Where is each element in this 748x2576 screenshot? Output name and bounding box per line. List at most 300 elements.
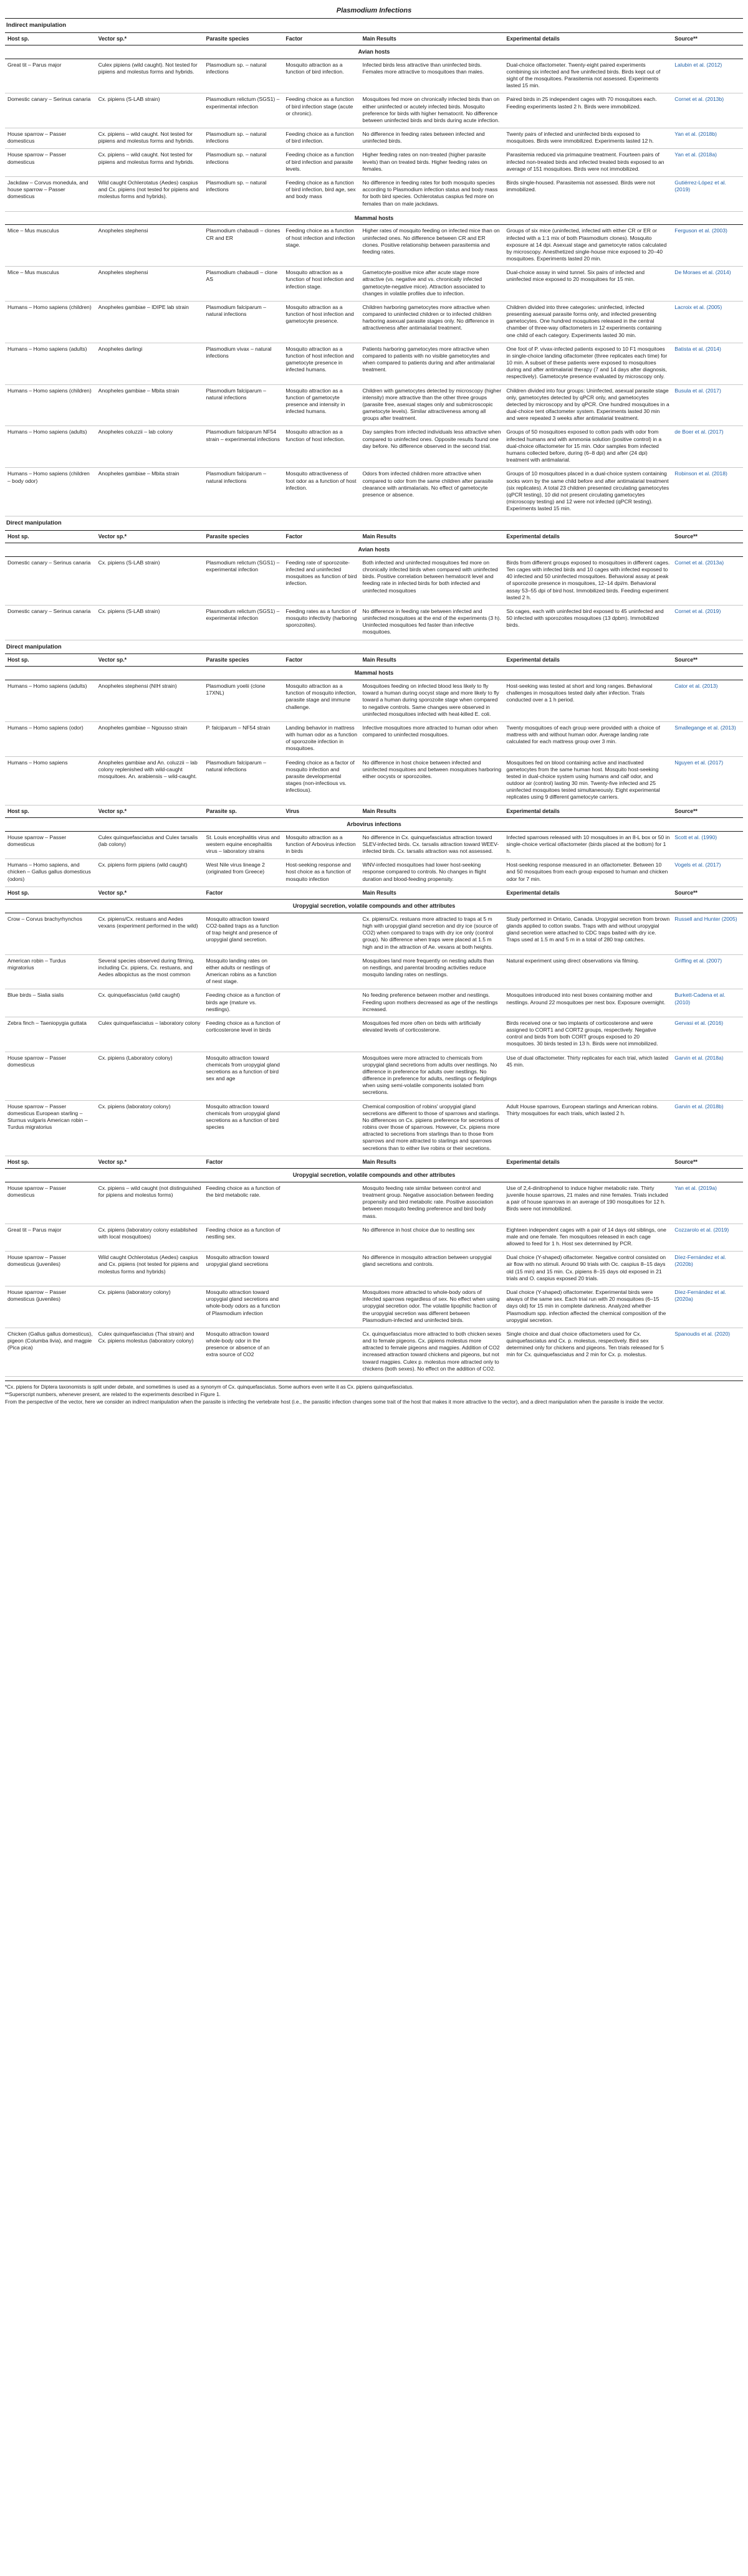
column-header: Vector sp.*: [96, 887, 204, 900]
table-cell: Single choice and dual choice olfactometers used for Cx. quinquefasciatus and Cx. p. molestus, respectively. Bird sex determined only for chickens and pigeons. Ten trials released for 5 min for Cx. quinquefasciatus and 2 min for Cx. p. molestus.: [504, 1328, 672, 1376]
section-title: Direct manipulation: [5, 516, 743, 530]
table-cell: Feeding choice as a function of bird infection.: [283, 128, 360, 149]
table-cell: Crow – Corvus brachyrhynchos: [5, 913, 96, 954]
table-row: [5, 426, 743, 468]
table-cell: Plasmodium sp. – natural infections: [203, 128, 283, 149]
group-title: Avian hosts: [5, 45, 743, 59]
table-cell: Mosquitoes introduced into nest boxes containing mother and nestlings. Around 22 mosquitoes per nest box. Exposure overnight.: [504, 989, 672, 1017]
table-cell: American robin – Turdus migratorius: [5, 954, 96, 989]
source-link[interactable]: Robinson et al. (2018): [672, 468, 743, 516]
table-row: [5, 721, 743, 756]
table-cell: Mosquito attraction toward chemicals from uropygial gland secretions as a function of bird species: [203, 1100, 283, 1156]
table-cell: House sparrow – Passer domesticus: [5, 1182, 96, 1224]
table-cell: Dual-choice assay in wind tunnel. Six pairs of infected and uninfected mice exposed to 20 mosquitoes for 15 min.: [504, 267, 672, 302]
column-header: Main Results: [360, 1156, 504, 1169]
table-cell: Both infected and uninfected mosquitoes fed more on chronically infected birds when compared with uninfected birds. Positive correlation between hematocrit level and feeding rate in infected birds for both infected and uninfected mosquitoes: [360, 556, 504, 605]
table-cell: Feeding choice as a function of host infection and infection stage.: [283, 225, 360, 267]
table-cell: Humans – Homo sapiens: [5, 756, 96, 805]
table-cell: Cx. pipiens (laboratory colony): [96, 1100, 204, 1156]
table-cell: Anopheles stephensi (NIH strain): [96, 680, 204, 722]
table-cell: Dual choice (Y-shaped) olfactometer. Negative control consisted on air flow with no stimuli. Around 90 trials with Oc. caspius 8–15 days old (15 min) and 15 min. Cx. pipiens 8–15 days old exposed in 21 trials and O. caspius exposed 20 trials.: [504, 1252, 672, 1286]
table-cell: Anopheles gambiae – Mbita strain: [96, 384, 204, 426]
column-header: Main Results: [360, 531, 504, 543]
table-cell: Host-seeking was tested at short and long ranges. Behavioral challenges in mosquitoes tested daily after infection. Trials conducted over a 1 h period.: [504, 680, 672, 722]
table-row: [5, 343, 743, 384]
column-header: Vector sp.*: [96, 806, 204, 818]
column-header: Host sp.: [5, 806, 96, 818]
column-header: Parasite sp.: [203, 806, 283, 818]
table-row: [5, 1328, 743, 1376]
table-cell: Anopheles coluzzii – lab colony: [96, 426, 204, 468]
table-cell: Plasmodium falciparum – natural infections: [203, 756, 283, 805]
footnote: *Cx. pipiens for Diptera taxonomists is split under debate, and sometimes is used as a synonym of Cx. quinquefasciatus. Some authors even write it as Cx. pipiens quinquefasciatus.: [5, 1384, 414, 1390]
table-cell: Mice – Mus musculus: [5, 225, 96, 267]
table-cell: Cx. pipiens (laboratory colony established with local mosquitoes): [96, 1224, 204, 1252]
table-cell: [283, 1252, 360, 1286]
column-header: Host sp.: [5, 33, 96, 45]
column-header: Experimental details: [504, 887, 672, 900]
table-cell: Plasmodium sp. – natural infections: [203, 176, 283, 211]
header-row: [5, 887, 743, 900]
table-row: [5, 128, 743, 149]
table-cell: Dual choice (Y-shaped) olfactometer. Experimental birds were always of the same sex. Each trial run with 20 mosquitoes (6–15 days old) for 15 min in complete darkness. Analyzed whether Plasmodium spp. infection affected the chemical composition of the uropygial secretion.: [504, 1286, 672, 1328]
table-cell: No difference in mosquito attraction between uropygial gland secretions and controls.: [360, 1252, 504, 1286]
table-cell: Gametocyte-positive mice after acute stage more attractive (vs. negative and vs. chronically infected gametocyte-negative mice). Attraction associated to changes in volatile profiles due to infection.: [360, 267, 504, 302]
column-header: Vector sp.*: [96, 1156, 204, 1169]
table-cell: Paired birds in 25 independent cages with 70 mosquitoes each. Feeding experiments lasted 2 h. Birds were immobilized.: [504, 93, 672, 128]
table-cell: Feeding rates as a function of mosquito infectivity (harboring sporozoites).: [283, 605, 360, 640]
table-cell: Infective mosquitoes more attracted to human odor when compared to uninfected mosquitoes.: [360, 721, 504, 756]
table-cell: Mosquito attraction as a function of Arbovirus infection in birds: [283, 831, 360, 859]
column-header: Factor: [203, 887, 283, 900]
source-link[interactable]: Lalubin et al. (2012): [672, 59, 743, 93]
column-header: Experimental details: [504, 654, 672, 667]
source-link[interactable]: Yan et al. (2018a): [672, 149, 743, 177]
table-cell: House sparrow – Passer domesticus (juveniles): [5, 1286, 96, 1328]
table-cell: Mosquitoes fed on blood containing active and inactivated gametocytes from the same human host. Mosquito host-seeking tested in dual-choice system using humans and calf odor, and outdoor air (control) lasting 30 min. Twenty-five infected and 25 uninfected mosquitoes tested simultaneously. Eight experimental replicates using 9 different gametocyte carriers.: [504, 756, 672, 805]
table-cell: Mosquito attraction toward uropygial gland secretions and whole-body odors as a function of Plasmodium infection: [203, 1286, 283, 1328]
source-link[interactable]: De Moraes et al. (2014): [672, 267, 743, 302]
table-cell: Mosquito attraction as a function of bird infection.: [283, 59, 360, 93]
column-header: Factor: [283, 33, 360, 45]
group-title: Uropygial secretion, volatile compounds and other attributes: [5, 1169, 743, 1182]
table-cell: Feeding choice as a function of nestling sex.: [203, 1224, 283, 1252]
table-cell: Higher rates of mosquito feeding on infected mice than on uninfected ones. No difference between CR and ER clones. Positive relationship between parasitemia and feeding rates.: [360, 225, 504, 267]
source-link[interactable]: Cozzarolo et al. (2019): [672, 1224, 743, 1252]
table-cell: Plasmodium yoelii (clone 17XNL): [203, 680, 283, 722]
table-row: [5, 605, 743, 640]
table-cell: [283, 1182, 360, 1224]
table-cell: Cx. pipiens – wild caught. Not tested for pipiens and molestus forms and hybrids.: [96, 128, 204, 149]
table-cell: Cx. quinquefasciatus (wild caught): [96, 989, 204, 1017]
table-row: [5, 1182, 743, 1224]
table-cell: No difference in feeding rates for both mosquito species according to Plasmodium infection status and body mass for both bird species. Ochlerotatus caspius fed more on females than on male jackdaws.: [360, 176, 504, 211]
table-cell: Six cages, each with uninfected bird exposed to 45 uninfected and 50 infected with sporozoites mosquitoes (13 dpbm). Immobilized birds.: [504, 605, 672, 640]
table-cell: No difference in feeding rates between infected and uninfected birds.: [360, 128, 504, 149]
source-link[interactable]: Spanoudis et al. (2020): [672, 1328, 743, 1376]
table-cell: Cx. quinquefasciatus more attracted to both chicken sexes and to female pigeons. Cx. pipiens molestus more attracted to female pigeons and magpies. Addition of CO2 increased attraction toward chickens and pigeons, but not toward magpies. Culex p. molestus more attracted only to chickens (both sexes). No effect on the addition of CO2.: [360, 1328, 504, 1376]
column-header: [283, 1156, 360, 1169]
column-header: Parasite species: [203, 654, 283, 667]
table-cell: House sparrow – Passer domesticus: [5, 128, 96, 149]
table-cell: P. falciparum – NF54 strain: [203, 721, 283, 756]
table-cell: House sparrow – Passer domesticus: [5, 831, 96, 859]
column-header: Source**: [672, 531, 743, 543]
table-row: [5, 59, 743, 93]
section-title: Direct manipulation: [5, 640, 743, 654]
data-table: [5, 33, 743, 517]
table-cell: Domestic canary – Serinus canaria: [5, 556, 96, 605]
column-header: Virus: [283, 806, 360, 818]
table-cell: Feeding choice as a function of bird infection, bird age, sex and body mass: [283, 176, 360, 211]
table-cell: [283, 1286, 360, 1328]
table-cell: Mosquitoes land more frequently on nesting adults than on nestlings, and parental brooding activities reduce mosquito landing rates on nestlings.: [360, 954, 504, 989]
table-cell: Humans – Homo sapiens (adults): [5, 426, 96, 468]
table-cell: Chemical composition of robins' uropygial gland secretions are different to those of sparrows and starlings. No differences on Cx. pipiens preference for secretions of robins over those of sparrows. However, Cx. pipiens more attracted to secretions from starlings than to those from sparrows and more attracted to starlings and sparrows secretions than to either live robins or their secretions.: [360, 1100, 504, 1156]
column-header: Parasite species: [203, 33, 283, 45]
source-link[interactable]: Yan et al. (2019a): [672, 1182, 743, 1224]
table-cell: Great tit – Parus major: [5, 59, 96, 93]
table-cell: House sparrow – Passer domesticus European starling – Sturnus vulgaris American robin – Turdus migratorius: [5, 1100, 96, 1156]
column-header: Factor: [283, 654, 360, 667]
column-header: Source**: [672, 654, 743, 667]
table-cell: Anopheles stephensi: [96, 267, 204, 302]
table-cell: Mice – Mus musculus: [5, 267, 96, 302]
source-link[interactable]: Scott et al. (1990): [672, 831, 743, 859]
table-cell: Twenty mosquitoes of each group were provided with a choice of mattress with and without human odor. Average landing rate calculated for each mattress group over 3 min.: [504, 721, 672, 756]
table-row: [5, 1100, 743, 1156]
table-cell: Jackdaw – Corvus monedula, and house sparrow – Passer domesticus: [5, 176, 96, 211]
source-link[interactable]: Russell and Hunter (2005): [672, 913, 743, 954]
table-cell: [283, 1224, 360, 1252]
column-header: Experimental details: [504, 1156, 672, 1169]
table-cell: Zebra finch – Taeniopygia guttata: [5, 1017, 96, 1052]
table-cell: Mosquito attraction toward chemicals from uropygial gland secretions as a function of bird sex and age: [203, 1052, 283, 1100]
column-header: Main Results: [360, 887, 504, 900]
table-cell: House sparrow – Passer domesticus (juveniles): [5, 1252, 96, 1286]
source-link[interactable]: Busula et al. (2017): [672, 384, 743, 426]
table-cell: Anopheles gambiae – Ngousso strain: [96, 721, 204, 756]
table-cell: Groups of 50 mosquitoes exposed to cotton pads with odor from infected humans and with ammonia solution (positive control) in a dual-choice olfactometer for 15 min. Odor samples from infected humans collected before, during (6–8 dpi) and after (24 dpi) treatment with antimalarial.: [504, 426, 672, 468]
table-cell: Plasmodium sp. – natural infections: [203, 149, 283, 177]
tables-container: [5, 19, 743, 1377]
table-row: [5, 1224, 743, 1252]
table-cell: Twenty pairs of infected and uninfected birds exposed to mosquitoes. Birds were immobilized. Experiments lasted 12 h.: [504, 128, 672, 149]
table-row: [5, 913, 743, 954]
table-cell: Humans – Homo sapiens, and chicken – Gallus gallus domesticus (odors): [5, 859, 96, 887]
column-header: Source**: [672, 33, 743, 45]
table-row: [5, 267, 743, 302]
page-title: Plasmodium Infections: [5, 4, 743, 19]
table-cell: Odors from infected children more attractive when compared to odor from the same children after parasite clearance with antimalarials. No effect of gametocyte presence or absence.: [360, 468, 504, 516]
table-cell: Mosquitoes fed more on chronically infected birds than on either uninfected or acutely infected birds. Mosquito preference for birds with higher hematocrit. No difference between uninfected birds and birds during acute infection.: [360, 93, 504, 128]
table-cell: Mosquito attraction as a function of mosquito infection, parasite stage and immune challenge.: [283, 680, 360, 722]
table-cell: Cx. pipiens/Cx. restuans and Aedes vexans (experiment performed in the wild): [96, 913, 204, 954]
table-cell: No difference in host choice due to nestling sex: [360, 1224, 504, 1252]
header-row: [5, 806, 743, 818]
table-section: [5, 640, 743, 806]
column-header: Source**: [672, 1156, 743, 1169]
table-cell: Mosquito attraction as a function of host infection and gametocyte presence.: [283, 301, 360, 343]
table-cell: Plasmodium relictum (SGS1) – experimental infection: [203, 556, 283, 605]
table-cell: Anopheles gambiae – IDIPE lab strain: [96, 301, 204, 343]
table-cell: Cx. pipiens (laboratory colony): [96, 1286, 204, 1328]
data-table: [5, 654, 743, 806]
table-cell: Anopheles darlingi: [96, 343, 204, 384]
source-link[interactable]: Batista et al. (2014): [672, 343, 743, 384]
table-row: [5, 1052, 743, 1100]
table-cell: Plasmodium falciparum – natural infections: [203, 468, 283, 516]
table-cell: Plasmodium relictum (SGS1) – experimental infection: [203, 605, 283, 640]
table-cell: Children harboring gametocytes more attractive when compared to uninfected children or to infected children harboring asexual parasite stages only. No difference in attractiveness after antimalarial treatment.: [360, 301, 504, 343]
source-link[interactable]: Cator et al. (2013): [672, 680, 743, 722]
column-header: Main Results: [360, 806, 504, 818]
data-table: [5, 887, 743, 1156]
table-cell: Culex pipiens (wild caught). Not tested for pipiens and molestus forms and hybrids.: [96, 59, 204, 93]
table-cell: Birds from different groups exposed to mosquitoes in different cages. Ten cages with infected birds and 10 cages with infected exposed to 40 infected and 50 uninfected mosquitoes. Behavioral assay at peak of sporozoite presence in mosquitoes, 12–14 dpi/m. Behavioral assay 53–55 dpi of bird host. Immobilized birds. Feeding experiment lasted 2 h.: [504, 556, 672, 605]
table-cell: Plasmodium sp. – natural infections: [203, 59, 283, 93]
table-cell: Day samples from infected individuals less attractive when compared to uninfected ones. Opposite results found one day before. No difference observed in the second trial.: [360, 426, 504, 468]
table-cell: Use of 2,4-dinitrophenol to induce higher metabolic rate. Thirty juvenile house sparrows, 21 males and nine females. Trials included a pair of house sparrows in an average of 190 mosquitoes for 12 h. Birds were not immobilized.: [504, 1182, 672, 1224]
table-cell: Mosquitoes fed more often on birds with artificially elevated levels of corticosterone.: [360, 1017, 504, 1052]
table-cell: Mosquito attractiveness of foot odor as a function of host infection.: [283, 468, 360, 516]
table-row: [5, 93, 743, 128]
table-cell: Mosquito attraction toward whole-body odor in the presence or absence of an extra source of CO2: [203, 1328, 283, 1376]
column-header: Host sp.: [5, 654, 96, 667]
source-link[interactable]: Ferguson et al. (2003): [672, 225, 743, 267]
table-row: [5, 859, 743, 887]
table-cell: Patients harboring gametocytes more attractive when compared to patients with no visible gametocytes and when compared to patients during and after antimalarial treatment.: [360, 343, 504, 384]
column-header: Vector sp.*: [96, 654, 204, 667]
table-cell: St. Louis encephalitis virus and western equine encephalitis virus – laboratory strains: [203, 831, 283, 859]
table-cell: Cx. pipiens form pipiens (wild caught): [96, 859, 204, 887]
header-row: [5, 654, 743, 667]
column-header: [283, 887, 360, 900]
table-cell: Mosquito attraction as a function of host infection and infection stage.: [283, 267, 360, 302]
source-link[interactable]: Vogels et al. (2017): [672, 859, 743, 887]
source-link[interactable]: Nguyen et al. (2017): [672, 756, 743, 805]
table-cell: Natural experiment using direct observations via filming.: [504, 954, 672, 989]
column-header: Factor: [283, 531, 360, 543]
table-cell: Mosquitoes feeding on infected blood less likely to fly toward a human during oocyst stage and more likely to fly toward a human during sporozoite stage when compared to negative controls. Same changes were observed in uninfected mosquitoes infected with heat-killed E. coli.: [360, 680, 504, 722]
table-cell: Culex quinquefasciatus and Culex tarsalis (lab colony): [96, 831, 204, 859]
source-link[interactable]: Gervasi et al. (2016): [672, 1017, 743, 1052]
column-header: Source**: [672, 887, 743, 900]
table-cell: Study performed in Ontario, Canada. Uropygial secretion from brown glands applied to cotton swabs. Traps with and without uropygial gland secretion were attached to CDC traps baited with dry ice. Traps used at 1.5 m and 5 m in a total of 280 trap catches.: [504, 913, 672, 954]
table-cell: Birds single-housed. Parasitemia not assessed. Birds were not immobilized.: [504, 176, 672, 211]
data-table: [5, 531, 743, 640]
source-link[interactable]: Díez-Fernández et al. (2020b): [672, 1252, 743, 1286]
data-table: [5, 1156, 743, 1377]
table-section: [5, 1156, 743, 1377]
table-row: [5, 831, 743, 859]
table-cell: Humans – Homo sapiens (adults): [5, 680, 96, 722]
table-cell: Host-seeking response measured in an olfactometer. Between 10 and 50 mosquitoes from each group exposed to human and chicken odor for 7 min.: [504, 859, 672, 887]
column-header: Host sp.: [5, 887, 96, 900]
table-cell: Domestic canary – Serinus canaria: [5, 605, 96, 640]
table-cell: Parasitemia reduced via primaquine treatment. Fourteen pairs of infected non-treated birds and infected treated birds exposed to an average of 151 mosquitoes. Birds were not immobilized.: [504, 149, 672, 177]
table-cell: Wild caught Ochlerotatus (Aedes) caspius and Cx. pipiens (not tested for pipiens and molestus forms and hybrids).: [96, 176, 204, 211]
source-link[interactable]: Garvin et al. (2018b): [672, 1100, 743, 1156]
table-cell: Mosquito attraction as a function of host infection and gametocyte presence in infected humans.: [283, 343, 360, 384]
table-section: [5, 806, 743, 887]
table-cell: Host-seeking response and host choice as a function of mosquito infection: [283, 859, 360, 887]
group-title: Mammal hosts: [5, 211, 743, 225]
table-cell: [283, 1052, 360, 1100]
table-cell: Anopheles stephensi: [96, 225, 204, 267]
table-cell: Chicken (Gallus gallus domesticus), pigeon (Columba livia), and magpie (Pica pica): [5, 1328, 96, 1376]
table-cell: Humans – Homo sapiens (children): [5, 301, 96, 343]
column-header: Experimental details: [504, 33, 672, 45]
table-cell: Mosquito attraction toward CO2-baited traps as a function of trap height and presence of uropygial gland secretion.: [203, 913, 283, 954]
table-cell: No feeding preference between mother and nestlings. Feeding upon mothers decreased as age of the nestlings increased.: [360, 989, 504, 1017]
source-link[interactable]: Lacroix et al. (2005): [672, 301, 743, 343]
table-cell: [283, 1017, 360, 1052]
group-title: Uropygial secretion, volatile compounds and other attributes: [5, 900, 743, 913]
group-title: Avian hosts: [5, 543, 743, 557]
table-cell: Humans – Homo sapiens (odor): [5, 721, 96, 756]
table-cell: Feeding choice as a function of bird infection and parasite levels.: [283, 149, 360, 177]
source-link[interactable]: Griffing et al. (2007): [672, 954, 743, 989]
table-cell: Feeding rate of sporozoite-infected and uninfected mosquitoes as function of bird infection.: [283, 556, 360, 605]
table-cell: Infected sparrows released with 10 mosquitoes in an 8-L box or 50 in single-choice vertical olfactometer (birds placed at the bottom) for 1 h.: [504, 831, 672, 859]
table-cell: House sparrow – Passer domesticus: [5, 149, 96, 177]
table-cell: Plasmodium falciparum NF54 strain – experimental infections: [203, 426, 283, 468]
source-link[interactable]: Smallegange et al. (2013): [672, 721, 743, 756]
table-cell: [283, 954, 360, 989]
table-row: [5, 556, 743, 605]
column-header: Parasite species: [203, 531, 283, 543]
table-cell: No difference in Cx. quinquefasciatus attraction toward SLEV-infected birds. Cx. tarsalis attraction toward WEEV-infected birds. Cx. tarsalis attraction was not assessed.: [360, 831, 504, 859]
footnote: From the perspective of the vector, here we consider an indirect manipulation when the parasite is infecting the vertebrate host (i.e., the parasitic infection changes some trait of the host that makes it more attractive to the vector), and a direct manipulation when the parasite is inside the vector.: [5, 1399, 664, 1405]
source-link[interactable]: Cornet et al. (2013b): [672, 93, 743, 128]
table-row: [5, 384, 743, 426]
table-cell: Feeding choice as a function of corticosterone level in birds: [203, 1017, 283, 1052]
source-link[interactable]: Yan et al. (2018b): [672, 128, 743, 149]
table-row: [5, 468, 743, 516]
table-row: [5, 1252, 743, 1286]
column-header: Source**: [672, 806, 743, 818]
table-cell: Mosquito feeding rate similar between control and treatment group. Negative association between feeding propensity and bird metabolic rate. Positive association between mosquito feeding preference and bird body mass.: [360, 1182, 504, 1224]
table-cell: [283, 913, 360, 954]
table-cell: Adult House sparrows, European starlings and American robins. Thirty mosquitoes for each trials, which lasted 2 h.: [504, 1100, 672, 1156]
data-table: [5, 806, 743, 887]
table-cell: Infected birds less attractive than uninfected birds. Females more attractive to mosquitoes than males.: [360, 59, 504, 93]
table-cell: Children divided into four groups: Uninfected, asexual parasite stage only, gametocytes detected by qPCR only, and gametocytes detected by microscopy and by qPCR. One hundred mosquitoes in a dual-choice tent olfactometer system. Experiments lasted 30 min and were repeated 3 weeks after antimalarial treatment.: [504, 384, 672, 426]
table-cell: Children divided into three categories: uninfected, infected presenting asexual parasite forms only, and infected presenting gametocytes. One hundred mosquitoes released in the central chamber of three-way olfactometers in 12 experiments containing one child of each category. Experiments lasted 30 min.: [504, 301, 672, 343]
source-link[interactable]: Cornet et al. (2019): [672, 605, 743, 640]
table-cell: Plasmodium falciparum – natural infections: [203, 384, 283, 426]
table-cell: House sparrow – Passer domesticus: [5, 1052, 96, 1100]
table-cell: Cx. pipiens (Laboratory colony): [96, 1052, 204, 1100]
table-row: [5, 954, 743, 989]
table-cell: Culex quinquefasciatus – laboratory colony: [96, 1017, 204, 1052]
table-cell: Cx. pipiens (S-LAB strain): [96, 93, 204, 128]
source-link[interactable]: de Boer et al. (2017): [672, 426, 743, 468]
table-cell: One foot of P. vivax-infected patients exposed to 10 F1 mosquitoes in single-choice landing olfactometer (three replicates each time) for 10 min. A subset of these patients were exposed to mosquitoes during and after antimalarial therapy (7 and 14 days after diagnosis, respectively). Gametocyte presence evaluated by microscopy only.: [504, 343, 672, 384]
table-section: [5, 19, 743, 516]
table-row: [5, 680, 743, 722]
table-row: [5, 176, 743, 211]
table-cell: Wild caught Ochlerotatus (Aedes) caspius and Cx. pipiens (not tested for pipiens and molestus forms and hybrids): [96, 1252, 204, 1286]
table-cell: Mosquito attraction as a function of host infection.: [283, 426, 360, 468]
table-cell: Plasmodium falciparum – natural infections: [203, 301, 283, 343]
table-cell: Mosquito attraction as a function of gametocyte presence and intensity in infected humans.: [283, 384, 360, 426]
table-cell: Children with gametocytes detected by microscopy (higher intensity) more attractive than the other three groups (parasite free, asexual stages only and submicroscopic gametocyte levels). Similar attractiveness among all groups after treatment.: [360, 384, 504, 426]
table-cell: Cx. pipiens (S-LAB strain): [96, 556, 204, 605]
table-row: [5, 756, 743, 805]
table-cell: Humans – Homo sapiens (children – body odor): [5, 468, 96, 516]
table-cell: Groups of 10 mosquitoes placed in a dual-choice system containing socks worn by the same child before and after antimalarial treatment (six replicates). A total 23 children presented circulating gametocytes (qPCR testing), 10 did not present circulating gametocytes (microscopy testing) and 12 were not infected (qPCR testing). Experiments lasted 15 min.: [504, 468, 672, 516]
table-cell: [283, 1328, 360, 1376]
table-cell: Anopheles gambiae – Mbita strain: [96, 468, 204, 516]
table-cell: WNV-infected mosquitoes had lower host-seeking response compared to controls. No changes in flight duration and blood-feeding propensity.: [360, 859, 504, 887]
footnote: **Superscript numbers, whenever present, are related to the experiments described in Figure 1.: [5, 1391, 221, 1397]
table-cell: Several species observed during filming, including Cx. pipiens, Cx. restuans, and Aedes albopictus as the most common: [96, 954, 204, 989]
source-link[interactable]: Cornet et al. (2013a): [672, 556, 743, 605]
header-row: [5, 531, 743, 543]
table-cell: Blue birds – Sialia sialis: [5, 989, 96, 1017]
column-header: Vector sp.*: [96, 531, 204, 543]
table-cell: Plasmodium chabaudi – clones CR and ER: [203, 225, 283, 267]
column-header: Vector sp.*: [96, 33, 204, 45]
source-link[interactable]: Garvin et al. (2018a): [672, 1052, 743, 1100]
header-row: [5, 1156, 743, 1169]
table-row: [5, 301, 743, 343]
table-cell: Mosquito landing rates on either adults or nestlings of American robins as a function of nest stage.: [203, 954, 283, 989]
table-cell: Landing behavior in mattress with human odor as a function of sporozoite infection in mosquitoes.: [283, 721, 360, 756]
table-cell: [283, 989, 360, 1017]
table-cell: Culex quinquefasciatus (Thai strain) and Cx. pipiens molestus (laboratory colony): [96, 1328, 204, 1376]
source-link[interactable]: Burkett-Cadena et al. (2010): [672, 989, 743, 1017]
table-cell: No difference in host choice between infected and uninfected mosquitoes and between mosquitoes harboring either oocysts or sporozoites.: [360, 756, 504, 805]
group-title: Mammal hosts: [5, 667, 743, 680]
group-title: Arbovirus infections: [5, 818, 743, 832]
table-cell: Feeding choice as a factor of mosquito infection and parasite developmental stages (non-infectious vs. infectious).: [283, 756, 360, 805]
table-cell: Mosquitoes were more attracted to chemicals from uropygial gland secretions from adults over nestlings. No difference in preference for adults over nestlings. No difference in preference for adults, nestlings or fledglings when using semi-volatile components isolated from secretions.: [360, 1052, 504, 1100]
table-cell: [283, 1100, 360, 1156]
table-section: [5, 516, 743, 640]
table-row: [5, 989, 743, 1017]
table-cell: Eighteen independent cages with a pair of 14 days old siblings, one male and one female. Ten mosquitoes released in each cage allowed to feed for 1 h. Host sex determined by PCR.: [504, 1224, 672, 1252]
table-cell: Dual-choice olfactometer. Twenty-eight paired experiments combining six infected and five uninfected birds. Birds kept out of sight of the mosquitoes. Parasitemia not assessed. Experiments lasted 15 min.: [504, 59, 672, 93]
table-cell: Cx. pipiens/Cx. restuans more attracted to traps at 5 m high with uropygial gland secretion and dry ice (source of CO2) when compared to traps with dry ice only (control group). No difference when traps were placed at 1.5 m high and in the attraction of Ae. vexans at both heights.: [360, 913, 504, 954]
table-cell: Cx. pipiens (S-LAB strain): [96, 605, 204, 640]
table-cell: Plasmodium vivax – natural infections: [203, 343, 283, 384]
column-header: Experimental details: [504, 531, 672, 543]
table-cell: Feeding choice as a function of bird infection stage (acute or chronic).: [283, 93, 360, 128]
table-cell: Great tit – Parus major: [5, 1224, 96, 1252]
table-row: [5, 225, 743, 267]
source-link[interactable]: Díez-Fernández et al. (2020a): [672, 1286, 743, 1328]
source-link[interactable]: Gutiérrez-López et al. (2019): [672, 176, 743, 211]
table-cell: Feeding choice as a function of the bird metabolic rate.: [203, 1182, 283, 1224]
table-cell: Humans – Homo sapiens (adults): [5, 343, 96, 384]
table-cell: Cx. pipiens – wild caught. Not tested for pipiens and molestus forms and hybrids.: [96, 149, 204, 177]
table-cell: Plasmodium relictum (SGS1) – experimental infection: [203, 93, 283, 128]
section-title: Indirect manipulation: [5, 19, 743, 32]
table-cell: Humans – Homo sapiens (children): [5, 384, 96, 426]
table-cell: Mosquitoes more attracted to whole-body odors of infected sparrows regardless of sex. No effect when using uropygial secretion odor. The volatile lipophilic fraction of the uropygial secretion was different between Plasmodium-infected and uninfected birds.: [360, 1286, 504, 1328]
table-cell: Domestic canary – Serinus canaria: [5, 93, 96, 128]
table-cell: Groups of six mice (uninfected, infected with either CR or ER or infected with a 1:1 mix of both Plasmodium clones). Mosquito exposure at 14 dpi. Asexual stage and gametocyte ratios calculated by microscopy. Anesthetized single-house mice exposed to 20–40 mosquitoes. Experiments lasted 20 min.: [504, 225, 672, 267]
table-row: [5, 149, 743, 177]
table-cell: Use of dual olfactometer. Thirty replicates for each trial, which lasted 45 min.: [504, 1052, 672, 1100]
column-header: Host sp.: [5, 531, 96, 543]
table-cell: Feeding choice as a function of birds age (mature vs. nestlings).: [203, 989, 283, 1017]
table-cell: Cx. pipiens – wild caught (not distinguished for pipiens and molestus forms): [96, 1182, 204, 1224]
table-section: [5, 887, 743, 1156]
